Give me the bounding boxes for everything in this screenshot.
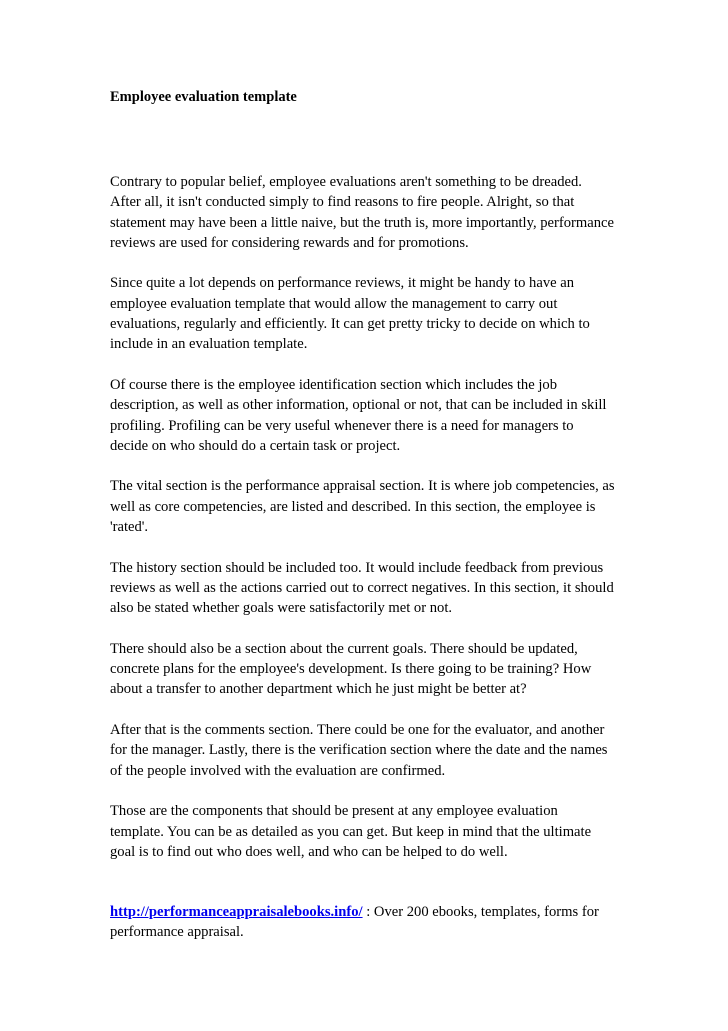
paragraph-2 [110, 273, 630, 354]
paragraph-line: The vital section is the performance appraisal section. It is where job competencies, as [110, 478, 615, 495]
paragraph-line: Of course there is the employee identification section which includes the job [110, 376, 557, 393]
paragraph-line: Those are the components that should be present at any employee evaluation [110, 803, 558, 820]
paragraph-line: After that is the comments section. There could be one for the evaluator, and another [110, 722, 605, 739]
paragraph-line: employee evaluation template that would allow the management to carry out [110, 295, 558, 312]
paragraph-line: reviews as well as the actions carried out to correct negatives. In this section, it should [110, 579, 614, 596]
paragraph-line: goal is to find out who does well, and who can be helped to do well. [110, 843, 508, 860]
paragraph-line: There should also be a section about the current goals. There should be updated, [110, 640, 578, 657]
ebooks-link[interactable]: http://performanceappraisalebooks.info/ [110, 904, 363, 921]
paragraph-8 [110, 801, 630, 862]
paragraph-line: well as core competencies, are listed and described. In this section, the employee is [110, 498, 596, 515]
paragraph-line: concrete plans for the employee's development. Is there going to be training? How [110, 661, 592, 678]
document-title: Employee evaluation template [110, 89, 297, 105]
paragraph-line: The history section should be included too. It would include feedback from previous [110, 559, 604, 576]
paragraph-6 [110, 639, 630, 700]
footer-paragraph [110, 902, 630, 943]
paragraph-1 [110, 172, 630, 253]
paragraph-line: also be stated whether goals were satisfactorily met or not. [110, 600, 453, 617]
footer-line [110, 902, 630, 922]
paragraph-line: profiling. Profiling can be very useful whenever there is a need for managers to [110, 417, 574, 434]
document-page [110, 87, 630, 941]
paragraph-line: decide on who should do a certain task or project. [110, 437, 401, 454]
paragraph-5 [110, 558, 630, 619]
paragraph-line: description, as well as other information, optional or not, that can be included in skill [110, 397, 607, 414]
document-body [110, 172, 630, 943]
paragraph-line: template. You can be as detailed as you can get. But keep in mind that the ultimate [110, 823, 592, 840]
paragraph-line: statement may have been a little naive, but the truth is, more importantly, performance [110, 214, 614, 231]
paragraph-line: evaluations, regularly and efficiently. It can get pretty tricky to decide on which to [110, 316, 590, 333]
paragraph-line: about a transfer to another department which he just might be better at? [110, 681, 527, 698]
paragraph-line: Contrary to popular belief, employee evaluations aren't something to be dreaded. [110, 174, 582, 190]
paragraph-line: After all, it isn't conducted simply to find reasons to fire people. Alright, so that [110, 194, 575, 211]
paragraph-line: 'rated'. [110, 519, 149, 536]
paragraph-4 [110, 476, 630, 537]
paragraph-line: reviews are used for considering rewards and for promotions. [110, 234, 469, 251]
paragraph-7 [110, 720, 630, 781]
paragraph-line: include in an evaluation template. [110, 336, 308, 353]
paragraph-line: of the people involved with the evaluation are confirmed. [110, 762, 446, 779]
paragraph-line: Since quite a lot depends on performance reviews, it might be handy to have an [110, 275, 575, 292]
paragraph-line: for the manager. Lastly, there is the verification section where the date and the names [110, 742, 608, 759]
paragraph-3 [110, 375, 630, 456]
footer-second-line: performance appraisal. [110, 924, 244, 941]
footer-link-description: : Over 200 ebooks, templates, forms for [362, 904, 599, 921]
